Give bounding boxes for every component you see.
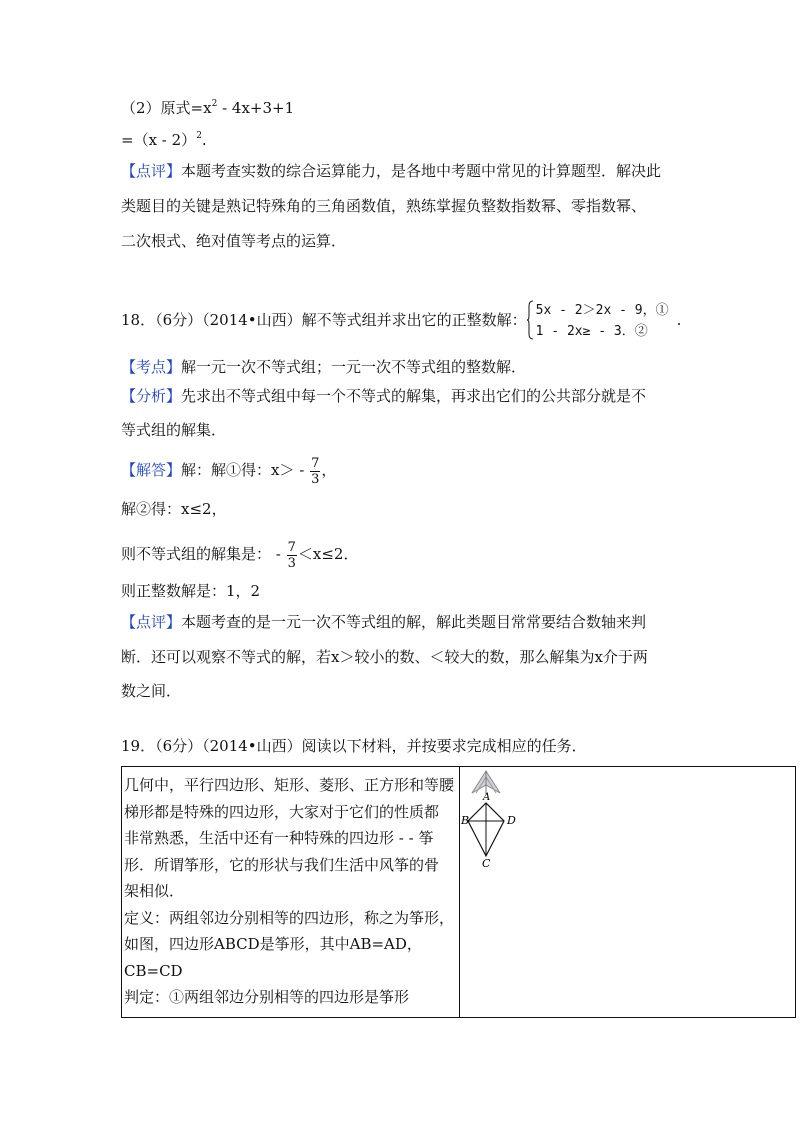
inequality-2: 1 - 2x≥ - 3．② (535, 324, 648, 339)
fenxi-tag: 【分析】 (121, 387, 182, 405)
kite-figure (462, 769, 562, 879)
q19-material-table (121, 766, 796, 1018)
prev-solution-line-1: （2）原式$=x^2 - 4x+3+1$ (121, 99, 295, 117)
fraction-7-3: $\frac{7}{3}$ (311, 455, 320, 487)
q18-dianping-2: 断．还可以观察不等式的解，若x＞较小的数、＜较大的数，那么解集为x介于两 (121, 648, 648, 666)
material-line: 判定：①两组邻边分别相等的四边形是筝形 (124, 988, 410, 1006)
q18-fenxi-1: 【分析】先求出不等式组中每一个不等式的解集，再求出它们的公共部分就是不 (121, 387, 647, 405)
material-line: 定义：两组邻边分别相等的四边形，称之为筝形， (124, 908, 455, 927)
q18-dianping-3: 数之间． (121, 682, 182, 700)
material-line: 形．所谓筝形，它的形状与我们生活中风筝的骨 (124, 855, 440, 874)
material-text (124, 772, 460, 1011)
q18-stem: 18．（6分）（2014•山西）解不等式组并求出它的正整数解： 5x - 2＞2x - 9，① 1 - 2x≥ - 3．② . (121, 298, 681, 342)
prev-comment-line-3: 二次根式、绝对值等考点的运算． (121, 232, 347, 250)
jieda-tag: 【解答】 (121, 461, 182, 479)
label-d: D (507, 814, 516, 827)
fraction-7-3b: $\frac{7}{3}$ (287, 539, 296, 571)
material-line: 架相似． (124, 882, 185, 900)
left-brace-icon (527, 301, 533, 339)
kaodian-tag: 【考点】 (121, 358, 182, 376)
label-c: C (482, 857, 491, 870)
inequality-system (527, 300, 669, 342)
material-line: CB=CD (124, 961, 183, 980)
material-line: 如图，四边形ABCD是筝形，其中AB=AD， (124, 935, 422, 953)
material-line: 梯形都是特殊的四边形，大家对于它们的性质都 (124, 802, 440, 821)
q18-jieda-3: 则不等式组的解集是： - $\frac{7}{3}$ ＜x≤2． (121, 539, 359, 571)
q18-jieda-4: 则正整数解是：1，2 (121, 582, 261, 600)
prev-solution-line-2: =（x - 2）$^2$. (121, 131, 207, 149)
material-line: 几何中，平行四边形、矩形、菱形、正方形和等腰 (124, 776, 455, 794)
q18-dianping-1: 【点评】本题考查的是一元一次不等式组的解，解此类题目常常要结合数轴来判 (121, 613, 647, 631)
comment-tag: 【点评】 (121, 162, 182, 180)
q18-jieda-2: 解②得：x≤2， (121, 500, 227, 518)
prev-comment-line-1: 【点评】本题考查实数的综合运算能力，是各地中考题中常见的计算题型．解决此 (121, 162, 662, 180)
label-a: A (483, 792, 491, 803)
inequality-1: 5x - 2＞2x - 9，① (535, 303, 669, 318)
material-line: 非常熟悉，生活中还有一种特殊的四边形 - - 筝 (124, 829, 434, 847)
q19-stem: 19．（6分）（2014•山西）阅读以下材料，并按要求完成相应的任务． (121, 737, 587, 755)
prev-comment-line-2: 类题目的关键是熟记特殊角的三角函数值，熟练掌握负整数指数幂、零指数幂、 (121, 197, 647, 215)
q18-kaodian: 【考点】解一元一次不等式组；一元一次不等式组的整数解． (121, 358, 527, 376)
label-b: B (461, 814, 470, 827)
q18-fenxi-2: 等式组的解集． (121, 421, 227, 439)
q18-jieda-1: 【解答】解：解①得：x＞ - $\frac{7}{3}$ ， (121, 455, 337, 487)
dianping-tag: 【点评】 (121, 613, 182, 631)
